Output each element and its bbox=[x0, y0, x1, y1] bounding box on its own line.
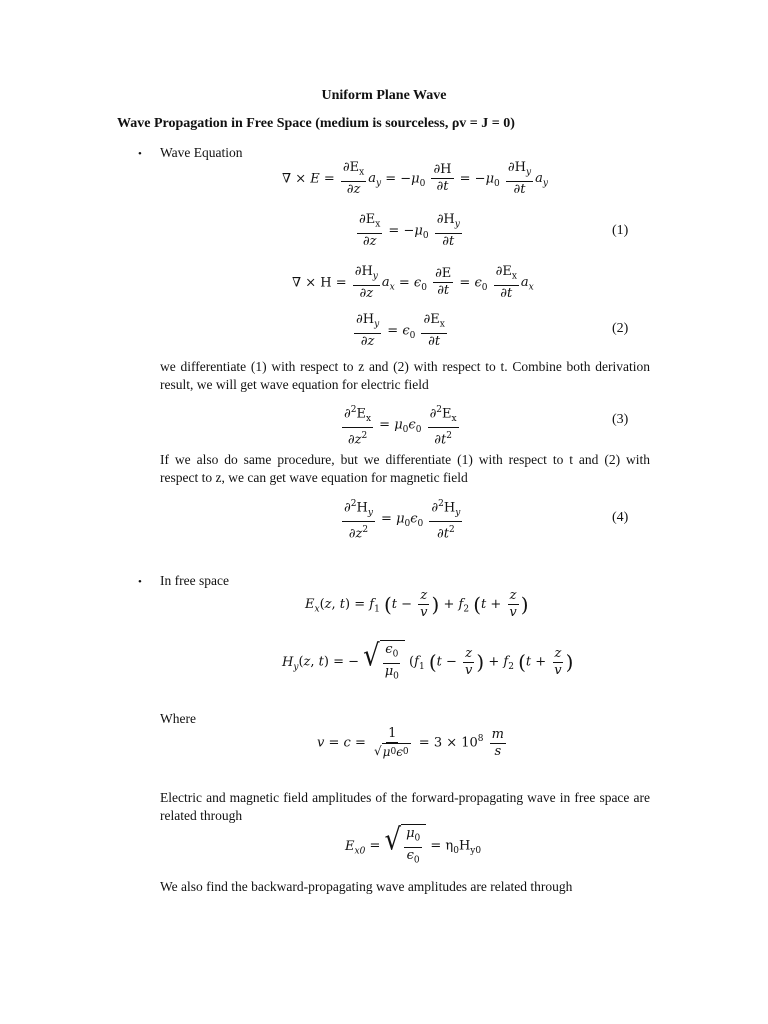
page-title: Uniform Plane Wave bbox=[321, 88, 447, 103]
equation-number-3: (3) bbox=[612, 412, 629, 427]
equation-1: $\frac{\partial E_x}{\partial z}$ = $-\mu_0$ $\frac{\partial H_y}{\partial t}$ bbox=[359, 212, 460, 249]
equation-number-1: (1) bbox=[612, 223, 629, 238]
equation-curl-h: ∇ × H = $\frac{\partial H_y}{\partial z}$ $a_x = \epsilon_0$ $\frac{\partial E}{\partial t}$ = $\epsilon_0$ $\frac{\partial E_x}{\partial t}$ $a_x$ bbox=[292, 264, 534, 301]
equation-hy-free-space: $H_y(z$, t) = − √ $\frac{\epsilon_0}{\mu_0}$ ($f_1$ (t − $\frac{z}{v}$ ) + $f_2$ (t + $\frac{z}{v}$ ) bbox=[282, 640, 573, 684]
equation-curl-e: ∇ × E = $\frac{\partial E_x}{\partial z}$ $a_y = -\mu_0$ $\frac{\partial H}{\partial t}$ = $-\mu_0$ $\frac{\partial H_y}{\partial t}$ $a_y$ bbox=[282, 160, 548, 197]
paragraph-magnetic: If we also do same procedure, but we differentiate (1) with respect to t and (2) with respect to z, we can get wave equation for magnetic field bbox=[160, 452, 650, 485]
equation-number-4: (4) bbox=[612, 510, 629, 525]
equation-ex-free-space: $E_x(z$, $t) = f_1$ (t − $\frac{z}{v}$ ) + $f_2$ (t + $\frac{z}{v}$ ) bbox=[305, 588, 529, 620]
section-heading: Wave Propagation in Free Space (medium is sourceless, ρv = J = 0) bbox=[117, 116, 515, 131]
equation-4: $\frac{\partial^2H_y}{\partial z^2}$ = $\mu_0\epsilon_0$ $\frac{\partial^2H_y}{\partial t^2}$ bbox=[340, 496, 464, 542]
paragraph-backward-wave: We also find the backward-propagating wave amplitudes are related through bbox=[160, 879, 573, 894]
bullet-icon: • bbox=[138, 148, 142, 160]
equation-speed-of-light: v = c = 1 √ μ 0 ϵ 0 = $3 \times 10^8$ $\frac{m}{s}$ bbox=[317, 726, 504, 759]
paragraph-electric: we differentiate (1) with respect to z and (2) with respect to t. Combine both derivation result, we will get wave equation for electric field bbox=[160, 359, 650, 392]
equation-3: $\frac{\partial^2E_x}{\partial z^2}$ = $\mu_0\epsilon_0$ $\frac{\partial^2E_x}{\partial t^2}$ bbox=[340, 402, 461, 448]
bullet-wave-equation: Wave Equation bbox=[160, 145, 243, 160]
label-where: Where bbox=[160, 711, 196, 726]
equation-number-2: (2) bbox=[612, 321, 629, 336]
bullet-icon: • bbox=[138, 576, 142, 588]
paragraph-forward-wave: Electric and magnetic field amplitudes of the forward-propagating wave in free space are related through bbox=[160, 790, 650, 823]
equation-amplitude-relation: $E_{x0}$ = √ $\frac{\mu_0}{\epsilon_0}$ = $\eta_0H_{y0}$ bbox=[345, 824, 481, 868]
bullet-free-space: In free space bbox=[160, 573, 229, 588]
equation-2: $\frac{\partial H_y}{\partial z}$ = $\epsilon_0$ $\frac{\partial E_x}{\partial t}$ bbox=[356, 312, 445, 349]
